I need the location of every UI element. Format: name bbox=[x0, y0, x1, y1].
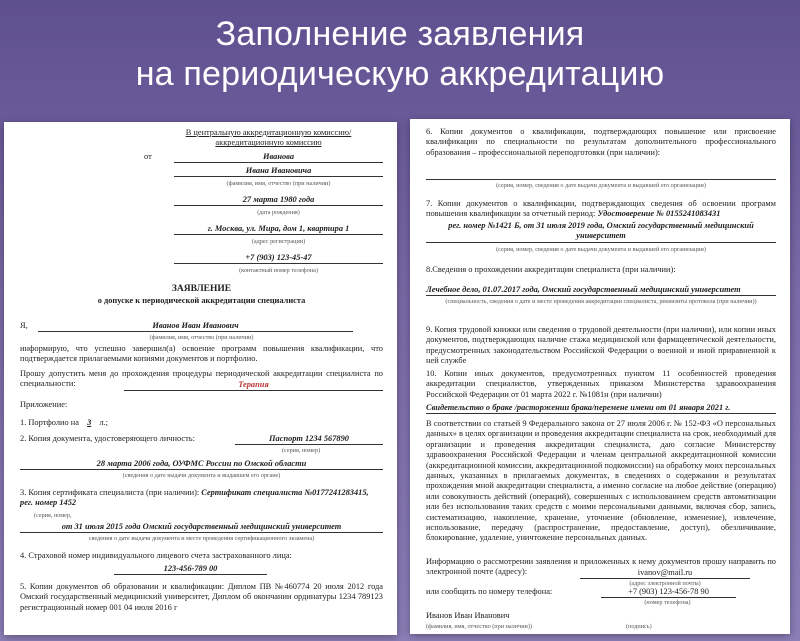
email-value: ivanov@mail.ru bbox=[580, 568, 750, 579]
request-text: Прошу допустить меня до прохождения процедуры периодической аккредитации специалиста по специальности: bbox=[20, 369, 383, 389]
item-1 bbox=[20, 418, 383, 428]
applicant-fio: Иванов Иван Иванович bbox=[38, 321, 353, 332]
appendix-label: Приложение: bbox=[20, 400, 68, 409]
addressee-line-1: В центральную аккредитационную комиссию/ bbox=[185, 128, 352, 137]
fio-hint: (фамилия, имя, отчество (при наличии) bbox=[226, 180, 331, 187]
item-5-text: 5. Копии документов об образовании и квалификации: Диплом ПВ №460774 20 июля 2012 года Омский государственный медицинский университет, Диплом об окончании ординатуры 1234 789123 регистрационный номер 001 04 июля 2016 г bbox=[20, 582, 383, 612]
item-7-fill: рег. номер №1421 Б, от 31 июля 2019 года, Омский государственный медицинский университет bbox=[426, 221, 776, 243]
signer-name: Иванов Иван Иванович bbox=[426, 611, 510, 620]
item-10-text: 10. Копии иных документов, предусмотренных пунктом 11 особенностей проведения аккредитации специалистов, утвержденных приказом Министерства здравоохранения Российской Федерации от 01 марта 2022 г. №1081н (при наличии) bbox=[426, 369, 776, 399]
signature-hint: (подпись) bbox=[626, 623, 652, 630]
ya-label: Я, bbox=[20, 321, 28, 330]
doc-title: ЗАЯВЛЕНИЕ bbox=[171, 284, 232, 294]
notify-text: Информацию о рассмотрении заявления и приложенных к нему документов прошу направить по электронной почте (адресу): bbox=[426, 557, 776, 577]
inform-text: информирую, что успешно завершил(а) освоение программ повышения квалификации, что подтверждается прилагаемыми копиями документов и портфолио. bbox=[20, 344, 383, 364]
passport-issued-hint: (сведения о дате выдачи документа и выдавшем его органе) bbox=[122, 472, 281, 479]
ya-row bbox=[20, 321, 383, 331]
consent-text: В соответствии со статьей 9 Федерального закона от 27 июля 2006 г. № 152-ФЗ «О персональных данных» в целях организации и проведения аккредитации специалиста на срок, необходимый для организации и проведения аккредитации специалиста, даю согласие Министерству здравоохранения Российской Федерации и членам центральной аккредитационной комиссии (аккредитационной комиссии, аккредитационной подкомиссии) на обработку моих персональных данных, указанных в прилагаемых документах, в сведениях о содержании и результатах прохождения мной аккредитации специалиста, а именно согласие на любое действие (операцию) или совокупность действий (операций), совершенных с использованием средств автоматизации или без использования таких средств с моими персональными данными, включая сбор, запись, систематизацию, накопление, хранение, уточнение (обновление, изменение), извлечение, использование, передачу (распространение, предоставление, доступ), обезличивание, блокирование, удаление, уничтожение персональных данных. bbox=[426, 419, 776, 543]
item-7-certificate: Удостоверение № 01552410834З1 bbox=[597, 209, 721, 219]
item-10-fill: Свидетельство о браке /расторжении брака/перемене имени от 01 января 2021 г. bbox=[426, 403, 776, 414]
application-page-2 bbox=[410, 119, 790, 634]
item-2 bbox=[20, 434, 383, 444]
certificate-hint: (серия, номер, bbox=[34, 512, 72, 519]
passport-value: Паспорт 1234 567890 bbox=[235, 434, 383, 445]
passport-issued: 28 марта 2006 года, ОУФМС России по Омской области bbox=[20, 459, 383, 470]
phone-hint: (контактный номер телефона) bbox=[239, 267, 318, 274]
item-2-label: 2. Копия документа, удостоверяющего личность: bbox=[20, 434, 195, 443]
item-9-text: 9. Копия трудовой книжки или сведения о трудовой деятельности (при наличии), или копии иных документов, подтверждающих наличие стажа медицинской или фармацевтической деятельности, предусмотренных законодательством Российской Федерации о военной и иной приравненной к ней службе bbox=[426, 325, 776, 366]
phone-row bbox=[426, 587, 776, 597]
from-label: от bbox=[144, 152, 152, 161]
item-7-hint: (серия, номер, сведения о дате выдачи документа и выдавшей его организации) bbox=[496, 246, 706, 253]
address-hint: (адрес регистрации) bbox=[251, 238, 306, 245]
or-phone-label: или сообщить по номеру телефона: bbox=[426, 587, 553, 596]
applicant-name: Ивана Ивановича bbox=[174, 166, 383, 177]
email-hint: (адрес электронной почты) bbox=[629, 580, 701, 587]
item-8-fill: Лечебное дело, 01.07.2017 года, Омский государственный медицинский университет bbox=[426, 285, 776, 296]
slide-title bbox=[0, 14, 800, 94]
addressee bbox=[154, 128, 383, 149]
from-block bbox=[144, 152, 383, 162]
item-8-text: 8.Сведения о прохождении аккредитации специалиста (при наличии): bbox=[426, 265, 676, 274]
signer-hint: (фамилия, имя, отчество (при наличии)) bbox=[426, 623, 532, 630]
notify-phone-hint: (номер телефона) bbox=[644, 599, 691, 606]
signature-hints bbox=[426, 622, 776, 632]
certificate-value: Сертификат специалиста №0177241283415, рег. номер 1452 bbox=[20, 488, 369, 508]
certificate-date-hint: сведения о дате выдачи документа и месте проведения сертификационного экзамена) bbox=[88, 535, 315, 542]
item-6-hint: (серия, номер, сведения о дате выдачи документа и выдавшей его организации) bbox=[496, 182, 706, 189]
phone-value: +7 (903) 123-45-47 bbox=[174, 253, 383, 264]
application-page-1 bbox=[4, 122, 397, 635]
snils-value: 123-456-789 00 bbox=[114, 564, 267, 575]
addressee-line-2: аккредитационную комиссию bbox=[215, 138, 322, 148]
notify-phone-value: +7 (903) 123-456-78 90 bbox=[601, 587, 736, 598]
birthdate-value: 27 марта 1980 года bbox=[174, 195, 383, 206]
item-3-label: 3. Копия сертификата специалиста (при наличии): bbox=[20, 488, 200, 497]
item-7 bbox=[426, 199, 776, 220]
slide-title-line-2: на периодическую аккредитацию bbox=[135, 55, 665, 93]
birthdate-hint: (дата рождения) bbox=[257, 209, 300, 216]
item-6-text: 6. Копии документов о квалификации, подтверждающих повышение или присвоение квалификации по специальности по результатам дополнительного профессионального образования – профессиональной переподготовки (при наличии): bbox=[426, 127, 776, 157]
doc-subtitle: о допуске к периодической аккредитации специалиста bbox=[97, 296, 306, 305]
item-7-text: 7. Копии документов о квалификации, подтверждающих сведения об освоении программ повышения квалификации за отчетный период: bbox=[426, 199, 776, 219]
fio-hint-2: (фамилия, имя, отчество (при наличии) bbox=[149, 334, 254, 341]
address-value: г. Москва, ул. Мира, дом 1, квартира 1 bbox=[174, 224, 383, 235]
certificate-date: от 31 июля 2015 года Омский государственный медицинский университет bbox=[20, 522, 383, 533]
applicant-surname: Иванова bbox=[174, 152, 383, 163]
item-1-suffix: л.; bbox=[99, 418, 108, 427]
portfolio-pages: 3 bbox=[87, 418, 92, 427]
item-3 bbox=[20, 488, 383, 509]
item-1-label: 1. Портфолио на bbox=[20, 418, 79, 427]
specialty-value: Терапия bbox=[124, 380, 383, 391]
item-4-label: 4. Страховой номер индивидуального лицевого счета застрахованного лица: bbox=[20, 551, 292, 560]
item-6-line bbox=[426, 171, 776, 180]
passport-hint: (серия, номер) bbox=[281, 447, 321, 454]
item-8-hint: (специальность, сведения о дате и месте проведения аккредитации специалиста, реквизиты протокола (при наличии)) bbox=[445, 298, 757, 305]
slide-title-line-1: Заполнение заявления bbox=[215, 15, 585, 53]
